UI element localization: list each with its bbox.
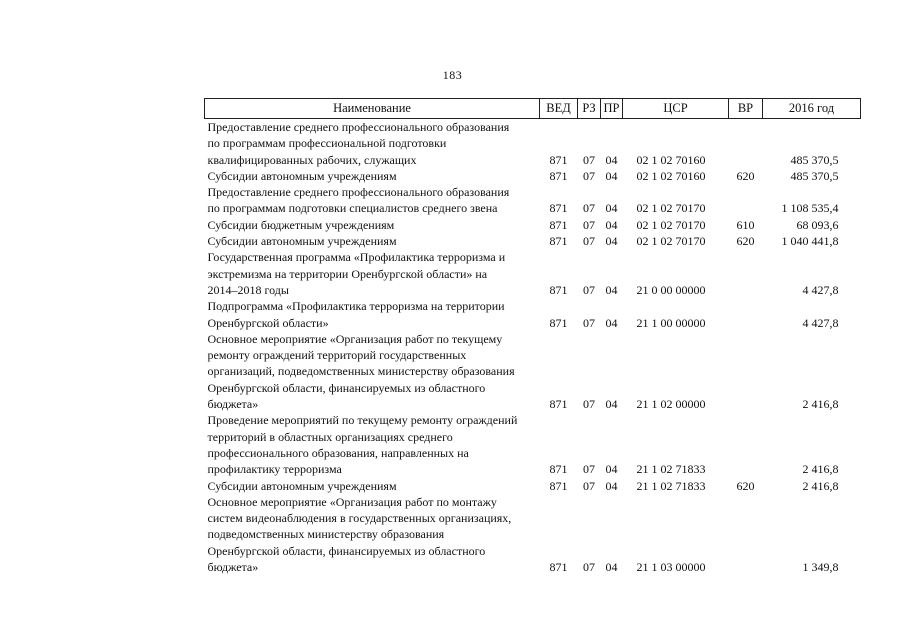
row-vr bbox=[729, 184, 763, 217]
row-ved: 871 bbox=[549, 397, 568, 412]
row-sum: 2 416,8 bbox=[802, 462, 839, 477]
table-row bbox=[205, 217, 861, 233]
row-name-line: Предоставление среднего профессионального образования bbox=[207, 120, 510, 134]
table-row bbox=[205, 184, 861, 217]
row-name-line: профессионального образования, направленных на bbox=[207, 445, 469, 460]
row-pr: 04 bbox=[605, 478, 618, 493]
row-csr: 02 1 02 70160 bbox=[636, 152, 706, 167]
header-year: 2016 год bbox=[763, 99, 861, 119]
header-row bbox=[205, 99, 861, 119]
row-vr bbox=[729, 494, 763, 575]
row-name bbox=[205, 494, 540, 575]
row-name-line: бюджета» bbox=[207, 397, 259, 412]
row-ved: 871 bbox=[549, 282, 568, 297]
row-name-line: экстремизма на территории Оренбургской области» на bbox=[207, 266, 488, 281]
row-pr: 04 bbox=[605, 152, 618, 167]
row-name-line: Субсидии автономным учреждениям bbox=[207, 234, 397, 249]
row-vr: 610 bbox=[736, 217, 755, 232]
row-rz: 07 bbox=[583, 168, 595, 183]
row-name-line: бюджета» bbox=[207, 560, 259, 575]
row-name-line: квалифицированных рабочих, служащих bbox=[207, 152, 417, 167]
row-sum: 68 093,6 bbox=[796, 217, 839, 232]
budget-table-container bbox=[204, 98, 860, 575]
table-row bbox=[205, 412, 861, 477]
row-name bbox=[205, 184, 540, 217]
row-name-line: по программам подготовки специалистов среднего звена bbox=[207, 201, 498, 216]
row-name-line: Подпрограмма «Профилактика терроризма на территории bbox=[207, 299, 505, 314]
row-name bbox=[205, 217, 540, 233]
row-ved: 871 bbox=[549, 217, 568, 232]
row-name-line: 2014–2018 годы bbox=[207, 282, 289, 297]
row-ved: 871 bbox=[549, 234, 568, 249]
row-name bbox=[205, 168, 540, 184]
row-pr: 04 bbox=[605, 397, 618, 412]
row-pr: 04 bbox=[605, 201, 618, 216]
table-body bbox=[205, 119, 861, 576]
table-row bbox=[205, 331, 861, 412]
row-rz: 07 bbox=[583, 397, 595, 412]
row-name bbox=[205, 233, 540, 249]
row-rz: 07 bbox=[583, 234, 595, 249]
row-csr: 02 1 02 70170 bbox=[636, 201, 706, 216]
row-ved: 871 bbox=[549, 152, 568, 167]
row-ved: 871 bbox=[549, 315, 568, 330]
row-name-line: ремонту ограждений территорий государственных bbox=[207, 348, 467, 363]
row-name-line: Оренбургской области, финансируемых из областного bbox=[207, 380, 486, 395]
row-name-line: Проведение мероприятий по текущему ремонту ограждений bbox=[207, 413, 518, 428]
row-csr: 21 1 00 00000 bbox=[636, 315, 706, 330]
row-name bbox=[205, 119, 540, 168]
row-name-line: подведомственных министерству образования bbox=[207, 527, 445, 542]
row-pr: 04 bbox=[605, 462, 618, 477]
row-pr: 04 bbox=[605, 234, 618, 249]
header-vr: ВР bbox=[729, 99, 763, 119]
row-vr bbox=[729, 298, 763, 331]
row-sum: 1 040 441,8 bbox=[781, 234, 839, 249]
row-ved: 871 bbox=[549, 478, 568, 493]
table-row bbox=[205, 233, 861, 249]
row-sum: 4 427,8 bbox=[802, 315, 839, 330]
row-rz: 07 bbox=[583, 152, 595, 167]
row-name-line: профилактику терроризма bbox=[207, 462, 342, 477]
row-vr: 620 bbox=[736, 234, 755, 249]
table-row bbox=[205, 298, 861, 331]
row-name-line: Основное мероприятие «Организация работ по текущему bbox=[207, 331, 503, 346]
row-name-line: Оренбургской области» bbox=[207, 315, 329, 330]
row-name-line: Основное мероприятие «Организация работ по монтажу bbox=[207, 494, 497, 509]
table-row bbox=[205, 168, 861, 184]
row-sum: 4 427,8 bbox=[802, 282, 839, 297]
row-rz: 07 bbox=[583, 217, 595, 232]
row-sum: 2 416,8 bbox=[802, 478, 839, 493]
table-row bbox=[205, 494, 861, 575]
row-vr bbox=[729, 331, 763, 412]
row-name-line: по программам профессиональной подготовки bbox=[207, 136, 447, 151]
row-rz: 07 bbox=[583, 201, 595, 216]
row-csr: 21 1 02 71833 bbox=[636, 478, 706, 493]
row-pr: 04 bbox=[605, 217, 618, 232]
row-ved: 871 bbox=[549, 201, 568, 216]
row-name-line: Оренбургской области, финансируемых из областного bbox=[207, 543, 486, 558]
row-csr: 02 1 02 70170 bbox=[636, 217, 706, 232]
row-name-line: Предоставление среднего профессионального образования bbox=[207, 185, 510, 200]
row-name bbox=[205, 249, 540, 298]
table-row bbox=[205, 478, 861, 494]
row-name-line: Субсидии автономным учреждениям bbox=[207, 478, 397, 493]
row-rz: 07 bbox=[583, 560, 595, 575]
page-number: 183 bbox=[442, 68, 463, 82]
row-vr: 620 bbox=[736, 168, 755, 183]
row-name-line: Субсидии бюджетным учреждениям bbox=[207, 217, 395, 232]
row-name-line: Субсидии автономным учреждениям bbox=[207, 168, 397, 183]
row-pr: 04 bbox=[605, 560, 618, 575]
row-rz: 07 bbox=[583, 478, 595, 493]
budget-table bbox=[204, 98, 861, 575]
table-header bbox=[205, 99, 861, 119]
row-csr: 02 1 02 70160 bbox=[636, 168, 706, 183]
row-sum: 1 349,8 bbox=[802, 560, 839, 575]
row-sum: 2 416,8 bbox=[802, 397, 839, 412]
row-pr: 04 bbox=[605, 315, 618, 330]
row-name-line: систем видеонаблюдения в государственных организациях, bbox=[207, 511, 512, 526]
header-csr: ЦСР bbox=[623, 99, 729, 119]
row-csr: 21 1 02 00000 bbox=[636, 397, 706, 412]
table-row bbox=[205, 119, 861, 168]
row-sum: 485 370,5 bbox=[790, 152, 839, 167]
row-vr bbox=[729, 412, 763, 477]
row-csr: 21 0 00 00000 bbox=[636, 282, 706, 297]
row-rz: 07 bbox=[583, 462, 595, 477]
table-row bbox=[205, 249, 861, 298]
row-vr bbox=[729, 249, 763, 298]
header-rz: РЗ bbox=[578, 99, 601, 119]
row-pr: 04 bbox=[605, 282, 618, 297]
header-pr: ПР bbox=[601, 99, 623, 119]
row-name bbox=[205, 298, 540, 331]
row-csr: 21 1 03 00000 bbox=[636, 560, 706, 575]
row-csr: 02 1 02 70170 bbox=[636, 234, 706, 249]
row-sum: 485 370,5 bbox=[790, 168, 839, 183]
row-ved: 871 bbox=[549, 168, 568, 183]
row-ved: 871 bbox=[549, 560, 568, 575]
row-vr: 620 bbox=[736, 478, 755, 493]
row-name-line: Государственная программа «Профилактика терроризма и bbox=[207, 250, 506, 265]
row-csr: 21 1 02 71833 bbox=[636, 462, 706, 477]
row-ved: 871 bbox=[549, 462, 568, 477]
row-name-line: территорий в областных организациях среднего bbox=[207, 429, 453, 444]
row-rz: 07 bbox=[583, 315, 595, 330]
row-name bbox=[205, 331, 540, 412]
header-name: Наименование bbox=[205, 99, 540, 119]
row-vr bbox=[729, 119, 763, 168]
row-rz: 07 bbox=[583, 282, 595, 297]
row-name bbox=[205, 412, 540, 477]
row-name-line: организаций, подведомственных министерству образования bbox=[207, 364, 515, 379]
row-name bbox=[205, 478, 540, 494]
header-ved: ВЕД bbox=[540, 99, 578, 119]
row-pr: 04 bbox=[605, 168, 618, 183]
row-sum: 1 108 535,4 bbox=[781, 201, 839, 216]
